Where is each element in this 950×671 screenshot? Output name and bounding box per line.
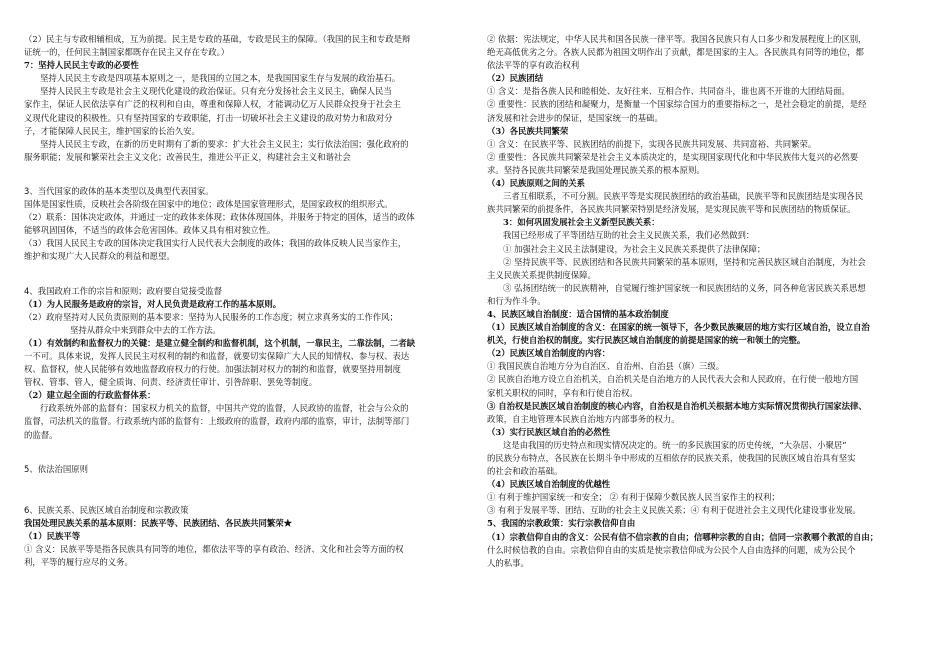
text-line: 绝无高低优劣之分。各族人民都为祖国文明作出了贡献，都是国家的主人。各民族具有同等的地位，都 [487, 47, 864, 58]
text-line: 求。坚持各民族共同繁荣是我国处理民族关系的根本原则。 [487, 164, 705, 175]
text-line: 维护和实现广大人民群众的利益和愿望。 [24, 251, 175, 262]
text-line [24, 476, 456, 498]
text-line: ① 含义：是指各族人民和睦相处、友好往来、互相合作、共同奋斗，谁也离不开谁的大团结局面。 [487, 86, 850, 97]
text-line: 3：如何巩固发展社会主义新型民族关系： [503, 217, 660, 228]
text-line: （2）联系：国体决定政体，并通过一定的政体来体现；政体体现国体，并服务于特定的国体，适当的政体 [24, 212, 415, 223]
text-line: （4）民族区域自治制度的优越性 [487, 479, 611, 490]
text-line: 管权、管事、管人，健全质询、问责、经济责任审计、引咎辞职、罢免等制度。 [24, 377, 318, 388]
text-line: 坚持人民民主专政，在新的历史时期有了新的要求：扩大社会主义民主；实行依法治国；强化政府的 [40, 138, 409, 149]
text-line: 证统一的，任何民主制国家都既存在民主又存在专政。） [24, 47, 230, 58]
text-line: 4、民族区域自治制度：适合国情的基本政治制度 [487, 308, 669, 319]
text-line: （1）有效制约和监督权力的关键：是建立健全制约和监督机制，这个机制，一靠民主，二靠法制，二者缺 [24, 337, 416, 348]
text-line: （3）实行民族区域自治的必然性 [487, 426, 611, 437]
text-line: （2）民主与专政相辅相成，互为前提。民主是专政的基础，专政是民主的保障。（我国的民主和专政是辩 [24, 34, 411, 44]
text-line: 的社会和政治基础。 [487, 466, 563, 477]
text-line: 政策，自主地管理本民族自治地方内部事务的权力。 [487, 413, 680, 424]
text-line: （1）为人民服务是政府的宗旨，对人民负责是政府工作的基本原则。 [24, 298, 282, 309]
text-line: 家作主，保证人民依法享有广泛的权利和自由，尊重和保障人权，才能调动亿万人民群众投身于社会主 [24, 99, 401, 110]
text-line: 子，才能保障人民民主，维护国家的长治久安。 [24, 125, 200, 136]
text-line: 能够巩固国体，不适当的政体会危害国体。政体又具有相对独立性。 [24, 225, 276, 236]
text-line: 国体是国家性质，反映社会各阶级在国家中的地位；政体是国家管理形式，是国家政权的组织形式。 [24, 199, 393, 210]
text-line: ① 加强社会主义民主法制建设，为社会主义民族关系提供了法律保障； [503, 243, 766, 254]
left-column [24, 33, 456, 569]
text-line: （1）民族平等 [24, 530, 81, 541]
text-line: 5、依法治国原则 [24, 463, 88, 474]
text-line: ③ 弘扬团结统一的民族精神，自觉履行维护国家统一和民族团结的义务，同各种危害民族关系思想 [503, 282, 866, 293]
text-line: 服务职能；发展和繁荣社会主义文化；改善民生，推进公平正义，构建社会主义和谐社会 [24, 151, 351, 162]
text-line: 7：坚持人民民主专政的必要性 [24, 60, 139, 71]
text-line: 什么时候信教的自由。宗教信仰自由的实质是使宗教信仰成为公民个人自由选择的问题，成为公民个 [487, 544, 856, 555]
text-line: 监督，司法机关的监督。行政系统内部的监督有：上级政府的监督，政府内部的监察，审计，法制等部门 [24, 416, 410, 427]
text-line: （3）各民族共同繁荣 [487, 125, 569, 136]
text-line: （1）民族区域自治制度的含义：在国家的统一领导下，各少数民族聚居的地方实行区域自治，设立自治 [487, 322, 870, 333]
text-line: 家机关职权的同时，享有和行使自治权。 [487, 387, 638, 398]
text-line: 坚持从群众中来到群众中去的工作方法。 [70, 324, 221, 335]
text-line: 3、当代国家的政体的基本类型以及典型代表国家。 [24, 185, 214, 196]
text-line: 人的私事。 [487, 557, 529, 568]
text-line: （2）民族区域自治制度的内容： [487, 348, 611, 359]
text-line: ① 含义：在民族平等、民族团结的前提下，实现各民族共同发展、共同富裕、共同繁荣。 [487, 138, 817, 149]
text-line: ① 我国民族自治地方分为自治区、自治州、自治县（旗）三级。 [487, 361, 725, 372]
text-line: 机关，行使自治权的制度。实行民族区域自治制度的前提是国家的统一和领土的完整。 [487, 335, 806, 346]
text-line: 坚持人民民主专政是社会主义现代化建设的政治保证。只有充分发扬社会主义民主，确保人民当 [40, 86, 392, 97]
text-line: 义现代化建设的积极性。只有坚持国家的专政职能，打击一切破坏社会主义建设的敌对势力和敌对分 [24, 112, 393, 123]
text-line: 的民族分布特点，各民族在长期斗争中形成的互相依存的民族关系，使我国的民族区域自治具有坚实 [487, 453, 856, 463]
text-line: ③ 自治权是民族区域自治制度的核心内容，自治权是自治机关根据本地方实际情况贯彻执行国家法律、 [487, 400, 867, 411]
text-line: ② 重要性：各民族共同繁荣是社会主义本质决定的，是实现国家现代化和中华民族伟大复兴的必然要 [487, 151, 859, 162]
text-line: 主义民族关系提供制度保障。 [487, 269, 596, 280]
text-line: ① 含义：民族平等是指各民族具有同等的地位，都依法平等的享有政治、经济、文化和社会等方面的权 [24, 544, 404, 554]
text-line: 6、民族关系、民族区域自治制度和宗教政策 [24, 504, 189, 515]
text-line: ② 重要性：民族的团结和凝聚力，是衡量一个国家综合国力的重要指标之一，是社会稳定的前提，是经 [487, 99, 867, 110]
text-line: 权、监督权，使人民能够有效地监督政府权力的行使。加强法制对权力的制约和监督，就要坚持用制度 [24, 364, 401, 375]
text-line [24, 164, 456, 179]
text-line: 行政系统外部的监督有：国家权力机关的监督，中国共产党的监督，人民政协的监督，社会与公众的 [40, 403, 409, 414]
text-line: 我国处理民族关系的基本原则：民族平等、民族团结、各民族共同繁荣★ [24, 517, 292, 528]
text-line: （4）民族原则之间的关系 [487, 178, 585, 189]
text-line: （3）我国人民民主专政的国体决定我国实行人民代表大会制度的政体；我国的政体反映人民当家作主， [24, 238, 407, 249]
text-line: 4、我国政府工作的宗旨和原则；政府要自觉接受监督 [24, 285, 222, 296]
text-line: （2）建立起全面的行政监督体系： [24, 390, 156, 401]
text-line: 利，平等的履行应尽的义务。 [24, 557, 133, 568]
text-line: （2）民族团结 [487, 73, 544, 84]
text-line: 这是由我国的历史特点和现实情况决定的。统一的多民族国家的历史传统，“大杂居、小聚居” [503, 439, 847, 450]
text-line: 一不可。具体来说，发挥人民民主对权利的制约和监督，就要切实保障广大人民的知情权、参与权、表达 [24, 350, 410, 361]
text-line: 三者互相联系，不可分割。民族平等是实现民族团结的政治基础，民族平等和民族团结是实现各民 [503, 191, 864, 202]
text-line: ② 坚持民族平等、民族团结和各民族共同繁荣的基本原则，坚持和完善民族区域自治制度，为社会 [503, 256, 866, 267]
text-line: 济发展和社会进步的保证，是国家统一的基础。 [487, 112, 663, 123]
text-line: ② 民族自治地方设立自治机关，自治机关是自治地方的人民代表大会和人民政府，在行使一般地方国 [487, 374, 859, 385]
text-line: 族共同繁荣的前提条件，各民族共同繁荣特别是经济发展，是实现民族平等和民族团结的物质保证。 [487, 204, 856, 215]
text-line: （2）政府坚持对人民负责原则的基本要求：坚持为人民服务的工作态度；树立求真务实的工作作风； [24, 311, 398, 322]
text-line: ③ 有利于发展平等、团结、互助的社会主义民族关系；④ 有利于促进社会主义现代化建设事业发展。 [487, 505, 861, 516]
text-line: 5、我国的宗教政策：实行宗教信仰自由 [487, 518, 636, 529]
text-line [24, 442, 456, 457]
text-line: 坚持人民民主专政是四项基本原则之一，是我国的立国之本，是我国国家生存与发展的政治基石。 [40, 73, 401, 84]
right-column [487, 33, 919, 570]
text-line: 我国已经形成了平等团结互助的社会主义民族关系，我们必然做到： [503, 230, 755, 241]
text-line: 依法平等的享有政治权利 [487, 60, 580, 71]
text-line: ② 依据：宪法规定，中华人民共和国各民族一律平等。我国各民族只有人口多少和发展程度上的区别， [487, 34, 867, 44]
text-line: ① 有利于维护国家统一和安全； ② 有利于保障少数民族人民当家作主的权利； [487, 492, 780, 503]
text-line: 的监督。 [24, 429, 58, 440]
text-line: 和行为作斗争。 [487, 295, 546, 306]
text-line [24, 264, 456, 279]
text-line: （1）宗教信仰自由的含义：公民有信不信宗教的自由；信哪种宗教的自由；信同一宗教哪个教派的自由； [487, 531, 879, 542]
